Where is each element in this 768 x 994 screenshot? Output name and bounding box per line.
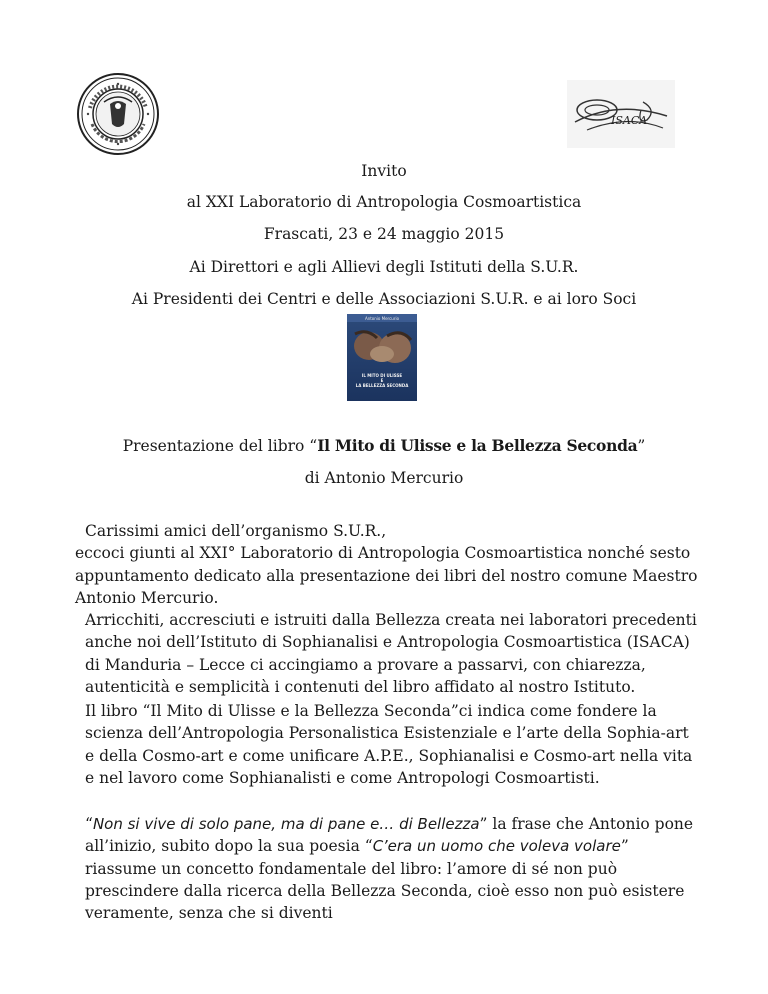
university-seal-icon — [76, 72, 160, 156]
book-title-line-3: LA BELLEZZA SECONDA — [355, 383, 409, 388]
book-cover-image — [347, 314, 417, 401]
event-date-place: Frascati, 23 e 24 maggio 2015 — [263, 225, 505, 243]
addressees-line-1: Ai Direttori e agli Allievi degli Istituti della S.U.R. — [189, 258, 579, 276]
isaca-logo-text: ISACA — [611, 114, 648, 127]
letter-paragraph-4-block — [75, 813, 700, 924]
poem-title: C’era un uomo che voleva volare — [372, 837, 621, 856]
book-presentation-line — [0, 436, 768, 456]
letter-greeting: Carissimi amici dell’organismo S.U.R., — [85, 522, 387, 540]
addressees-line-2: Ai Presidenti dei Centri e delle Associazioni S.U.R. e ai loro Soci — [131, 290, 637, 308]
isaca-logo-icon — [567, 80, 675, 148]
quote-open: “ — [85, 815, 93, 833]
letter-intro — [75, 520, 700, 698]
invitation-heading: Invito — [361, 162, 407, 180]
book-title: Il Mito di Ulisse e la Bellezza Seconda — [317, 436, 638, 455]
quote-bread-beauty: Non si vive di solo pane, ma di pane e… di Bellezza — [92, 815, 480, 833]
laboratory-title: al XXI Laboratorio di Antropologia Cosmoartistica — [186, 193, 582, 211]
letter-paragraph-1: eccoci giunti al XXI° Laboratorio di Antropologia Cosmoartistica nonché sesto appuntamento dedicato alla presentazione dei libri del nostro comune Maestro Antonio Mercurio. — [75, 544, 698, 607]
paragraph-4-rest: ” riassume un concetto fondamentale del libro: l’amore di sé non può prescindere dalla ricerca della Bellezza Seconda, cioè esso non può esistere veramente, senza che si diventi — [85, 837, 685, 923]
presentation-suffix: ” — [637, 437, 646, 455]
book-author: Antonio Mercurio — [364, 316, 400, 321]
book-title-line-2: E — [380, 378, 384, 383]
letter-paragraph-3: Il libro “Il Mito di Ulisse e la Bellezza Seconda”ci indica come fondere la scienza dell’Antropologia Personalistica Esistenziale e l’arte della Sophia-art e della Cosmo-art e come unificare A.P.E., Sophianalisi e Cosmo-art nella vita e nel lavoro come Sophianalisti e come Antropologi Cosmoartisti. — [85, 702, 693, 787]
letter-paragraph-3-block — [75, 700, 700, 789]
paragraph-4-middle: ” la frase che Antonio pone all’inizio, subito dopo la sua poesia “ — [85, 815, 694, 856]
letter-paragraph-4 — [75, 813, 700, 924]
book-author-line: di Antonio Mercurio — [304, 469, 464, 487]
letter-paragraph-2: Arricchiti, accresciuti e istruiti dalla Bellezza creata nei laboratori precedenti anche noi dell’Istituto di Sophianalisi e Antropologia Cosmoartistica (ISACA) di Manduria – Lecce ci accingiamo a provare a passarvi, con chiarezza, autenticità e semplicità i contenuti del libro affidato al nostro Istituto. — [85, 611, 697, 697]
book-title-line-1: IL MITO DI ULISSE — [361, 373, 403, 378]
presentation-prefix: Presentazione del libro “ — [122, 437, 318, 455]
